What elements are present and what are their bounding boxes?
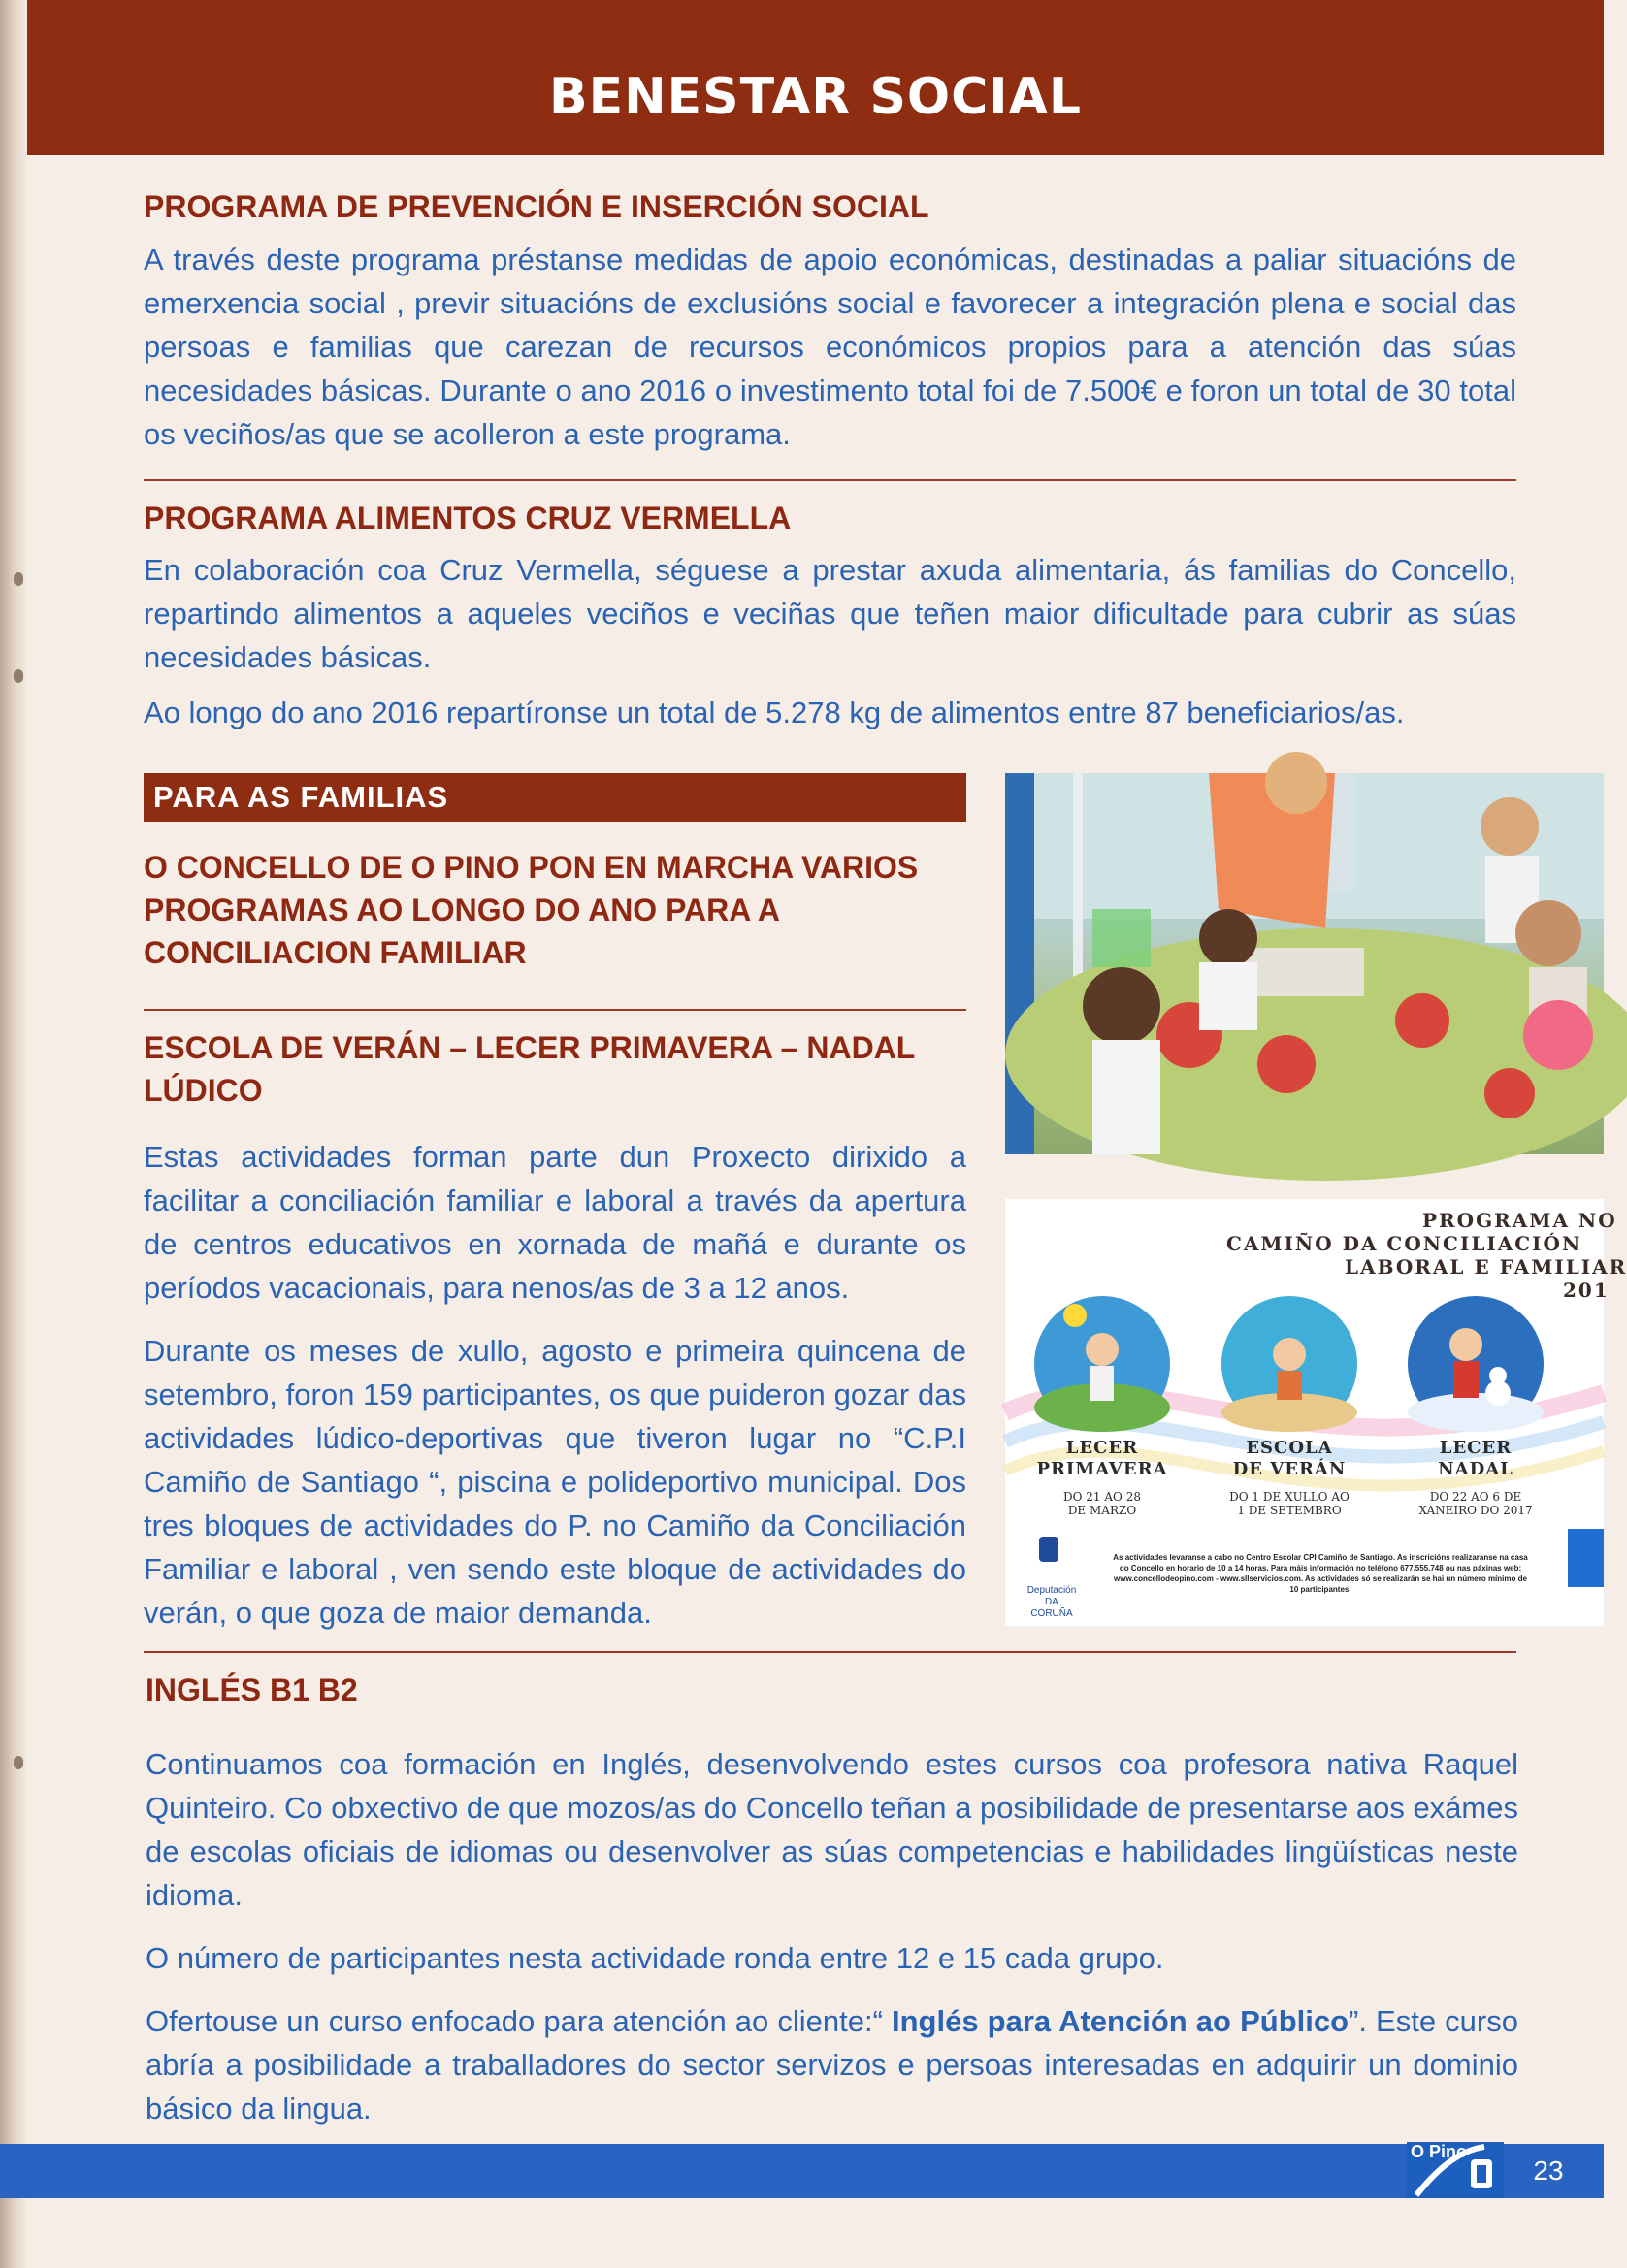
footer-band — [0, 2144, 1604, 2198]
english-body-customer-course — [146, 1999, 1518, 2130]
families-body-summer: Durante os meses de xullo, agosto e primeira quincena de setembro, foron 159 participantes, os que puideron gozar das actividades lúdico-deportivas que tiveron lugar no “C.P.I Camiño de Santiago “, piscina e polideportivo municipal. Dos tres bloques de actividades do P. no Camiño da Conciliación Familiar e laboral , ven sendo este bloque de actividades do verán, o que goza de maior demanda. — [144, 1334, 966, 1630]
families-sub-heading: ESCOLA DE VERÁN – LECER PRIMAVERA – NADAL LÚDICO — [144, 1030, 915, 1108]
english-body-courses: Continuamos coa formación en Inglés, desenvolvendo estes cursos coa profesora nativa Raquel Quinteiro. Co obxectivo de que mozos/as do Concello teñan a posibilidade de presentarse aos exámes de escolas oficiais de idiomas ou desenvolver as súas competencias e habilidades lingüísticas neste idioma. — [146, 1747, 1518, 1912]
families-body-project: Estas actividades forman parte dun Proxecto dirixido a facilitar a conciliación familiar e laboral a través da apertura de centros educativos en xornada de mañá e durante os períodos vacacionais, para nenos/as de 3 a 12 anos. — [144, 1140, 966, 1305]
section-body-cruz-vermella-total: Ao longo do ano 2016 repartíronse un total de 5.278 kg de alimentos entre 87 beneficiarios/as. — [144, 696, 1405, 729]
english-body-participants: O número de participantes nesta actividade ronda entre 12 e 15 cada grupo. — [146, 1941, 1164, 1975]
poster-item-label-line: ESCOLA — [1246, 1438, 1333, 1458]
section-heading-cruz-vermella: PROGRAMA ALIMENTOS CRUZ VERMELLA — [144, 501, 792, 535]
page-binding — [0, 0, 27, 2268]
poster-item-label-line: LECER — [1065, 1438, 1139, 1458]
poster-item-date — [1398, 1490, 1553, 1517]
binding-stitch — [14, 669, 23, 683]
poster-title-year: 201 — [1563, 1279, 1610, 1302]
section-heading-ingles: INGLÉS B1 B2 — [146, 1672, 358, 1707]
poster-item-label-line: DE VERÁN — [1232, 1459, 1347, 1479]
english-course-title: Inglés para Atención ao Público — [892, 2004, 1350, 2038]
poster-item-date — [1212, 1490, 1367, 1517]
section-heading-prevencion: PROGRAMA DE PREVENCIÓN E INSERCIÓN SOCIAL — [144, 189, 929, 224]
poster-title-line2: CAMIÑO DA CONCILIACIÓN — [1226, 1232, 1582, 1255]
poster-title-line3: LABORAL E FAMILIAR — [1345, 1255, 1627, 1279]
section-body-prevencion: A través deste programa préstanse medidas de apoio económicas, destinadas a paliar situacións de emerxencia social , previr situacións de exclusións social e favorecer a integración plena e social das persoas e familias que carezan de recursos económicos propios para a atención das súas necesidades básicas. Durante o ano 2016 o investimento total foi de 7.500€ e foron un total de 30 total os veciños/as que se acolleron a este programa. — [144, 243, 1516, 451]
concello-logo — [1407, 2142, 1504, 2198]
poster-item-label-line: PRIMAVERA — [1036, 1459, 1168, 1479]
poster-item-label-line: NADAL — [1438, 1459, 1513, 1479]
poster-item-date-line: DO 22 AO 6 DE — [1429, 1490, 1522, 1504]
concello-logo-text: O Pino — [1411, 2142, 1467, 2161]
english-body-customer-course-rest: ”. Este curso abría a posibilidade a traballadores do sector servizos e persoas interesadas en adquirir un dominio básico da lingua. — [146, 2004, 1518, 2125]
poster-item-date-line: DO 1 DE XULLO AO — [1229, 1490, 1350, 1504]
section-divider — [144, 1009, 966, 1011]
poster-note: As actividades levaranse a cabo no Centro Escolar CPI Camiño de Santiago. As inscricións realizaranse na casa do Concello en horario de 10 a 14 horas. Para máis información no teléfono 677.555.748 ou nas páxinas web: www.concellodeopino.com - www.sllservicios.com. As actividades só se realizarán se hai un número mínimo de 10 participantes. — [1113, 1553, 1528, 1594]
deputacion-logo-line: DA CORUÑA — [1030, 1597, 1073, 1619]
section-divider — [144, 1651, 1516, 1653]
poster-item-label — [1212, 1438, 1367, 1480]
page-number: 23 — [1533, 2155, 1564, 2186]
page-title: BENESTAR SOCIAL — [548, 68, 1082, 126]
poster-item-label — [1398, 1438, 1553, 1480]
deputacion-logo-line: Deputación — [1026, 1585, 1077, 1596]
deputacion-logo — [1025, 1585, 1079, 1620]
header-bar — [27, 0, 1604, 155]
binding-stitch — [14, 572, 23, 586]
poster-item-label — [1025, 1438, 1180, 1480]
conciliation-program-poster — [1005, 1199, 1627, 1626]
section-body-cruz-vermella: En colaboración coa Cruz Vermella, séguese a prestar axuda alimentaria, ás familias do Concello, repartindo alimentos a aqueles veciños e veciñas que teñen maior dificultade para cubrir as súas necesidades básicas. — [144, 553, 1516, 674]
binding-stitch — [14, 1756, 23, 1769]
children-activity-photo — [1005, 773, 1604, 1154]
section-band-familias: PARA AS FAMILIAS — [144, 773, 966, 822]
poster-item-date-line: XANEIRO DO 2017 — [1418, 1504, 1533, 1517]
poster-item-date-line: DE MARZO — [1067, 1504, 1137, 1517]
poster-item-date-line: DO 21 AO 28 — [1063, 1490, 1141, 1504]
poster-item-label-line: LECER — [1439, 1438, 1513, 1458]
poster-item-date-line: 1 DE SETEMBRO — [1237, 1504, 1342, 1517]
families-intro-heading: O CONCELLO DE O PINO PON EN MARCHA VARIOS PROGRAMAS AO LONGO DO ANO PARA A CONCILIACION FAMILIAR — [144, 850, 919, 970]
section-divider — [144, 479, 1516, 481]
poster-item-date — [1025, 1490, 1180, 1517]
english-body-customer-course-lead: Ofertouse un curso enfocado para atención ao cliente:“ — [146, 2004, 892, 2038]
poster-title-line1: PROGRAMA NO — [1422, 1209, 1617, 1232]
